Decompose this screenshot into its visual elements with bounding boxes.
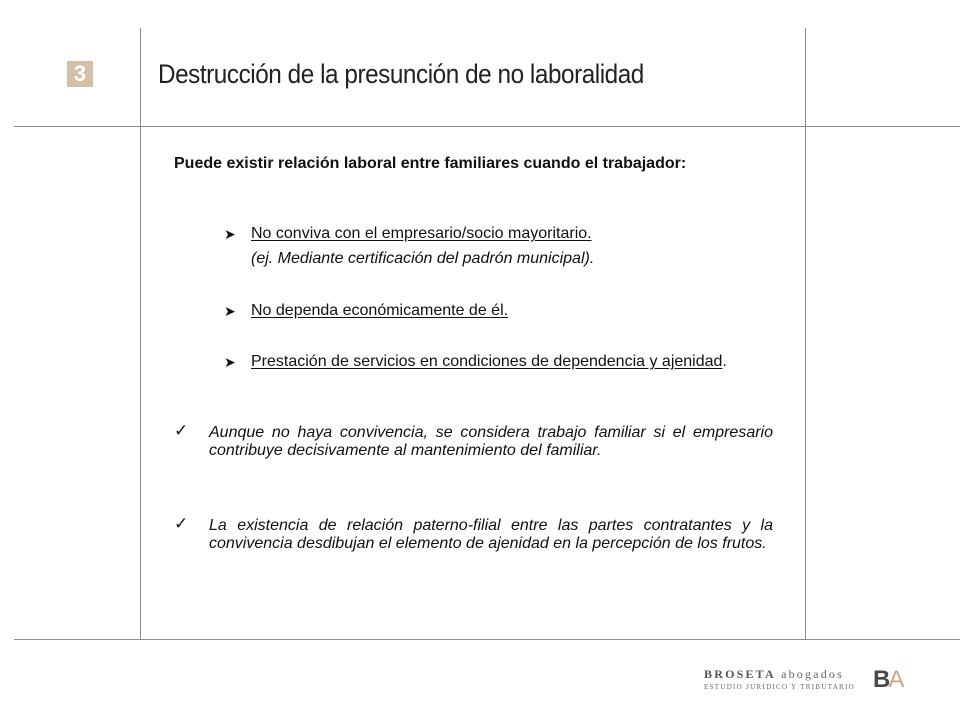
brand-name: BROSETA — [704, 667, 776, 681]
bullet-suffix: . — [722, 353, 727, 370]
left-divider — [140, 28, 141, 639]
bullet-text: No conviva con el empresario/socio mayoritario. — [251, 225, 592, 242]
ba-logo-icon — [873, 668, 917, 692]
logo-letter-b: B — [873, 666, 891, 693]
check-text: Aunque no haya convivencia, se considera trabajo familiar si el empresario contribuye decisivamente al mantenimiento del familiar. — [209, 424, 773, 459]
check-text: La existencia de relación paterno-filial entre las partes contratantes y la convivencia desdibujan el elemento de ajenidad en la percepción de los frutos. — [209, 517, 773, 552]
bullet-text: No dependa económicamente de él. — [251, 302, 509, 319]
arrow-bullet-icon: ➤ — [224, 226, 236, 242]
logo-letter-a: A — [888, 666, 905, 693]
check-item — [174, 421, 773, 460]
brand-suffix: abogados — [775, 667, 844, 681]
brand-tagline: ESTUDIO JURÍDICO Y TRIBUTARIO — [704, 683, 856, 691]
header-divider — [14, 126, 960, 127]
bullet-item — [224, 225, 773, 243]
footer-divider — [14, 639, 960, 640]
check-item — [174, 514, 773, 553]
checkmark-icon: ✓ — [174, 514, 189, 533]
slide-number-badge: 3 — [67, 61, 93, 87]
checkmark-icon: ✓ — [174, 421, 189, 440]
arrow-bullet-icon: ➤ — [224, 354, 236, 370]
bullet-item — [224, 353, 773, 371]
slide-title: Destrucción de la presunción de no laboralidad — [158, 59, 644, 89]
bullet-text: Prestación de servicios en condiciones de dependencia y ajenidad — [251, 353, 723, 370]
bullet-item — [224, 302, 773, 320]
arrow-bullet-icon: ➤ — [224, 303, 236, 319]
bullet-note: (ej. Mediante certificación del padrón municipal). — [251, 250, 595, 267]
right-divider — [805, 28, 806, 639]
brand-wordmark — [704, 667, 854, 693]
intro-text: Puede existir relación laboral entre familiares cuando el trabajador: — [174, 155, 687, 172]
